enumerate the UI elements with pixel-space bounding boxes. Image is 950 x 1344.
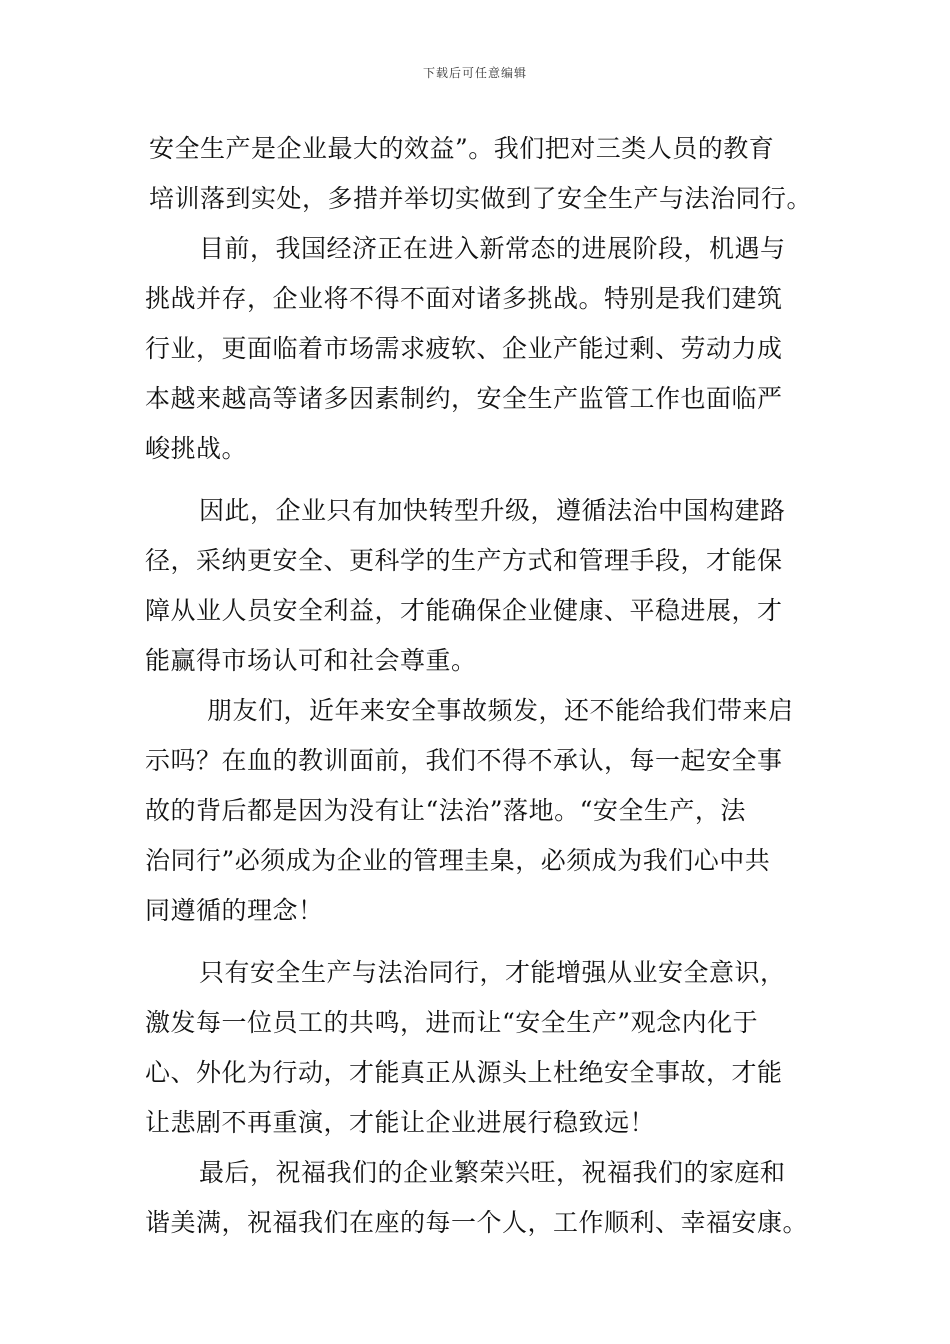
paragraph-line: 谐美满，祝福我们在座的每一个人，工作顺利、幸福安康。 (145, 1208, 809, 1237)
paragraph-line: 激发每一位员工的共鸣，进而让“安全生产”观念内化于 (145, 1008, 759, 1037)
paragraph-line: 峻挑战。 (145, 434, 248, 463)
paragraph-line: 培训落到实处，多措并举切实做到了安全生产与法治同行。 (149, 184, 813, 213)
paragraph-line: 行业，更面临着市场需求疲软、企业产能过剩、劳动力成 (145, 334, 783, 363)
paragraph-line: 障从业人员安全利益，才能确保企业健康、平稳进展，才 (145, 596, 783, 625)
paragraph-line: 治同行”必须成为企业的管理圭臬，必须成为我们心中共 (145, 846, 771, 875)
paragraph-line: 目前，我国经济正在进入新常态的进展阶段，机遇与 (199, 234, 786, 263)
paragraph-line: 心、外化为行动，才能真正从源头上杜绝安全事故，才能 (145, 1058, 783, 1087)
paragraph (145, 1148, 815, 1248)
page-header: 下载后可任意编辑 (422, 66, 527, 80)
paragraph-line: 朋友们，近年来安全事故频发，还不能给我们带来启 (207, 696, 794, 725)
paragraph (145, 948, 815, 1148)
paragraph-line: 因此，企业只有加快转型升级，遵循法治中国构建路 (199, 496, 786, 525)
paragraph-line: 安全生产是企业最大的效益”。我们把对三类人员的教育 (149, 134, 775, 163)
paragraph-line: 径，采纳更安全、更科学的生产方式和管理手段，才能保 (145, 546, 783, 575)
paragraph (145, 686, 815, 936)
paragraph (145, 224, 815, 474)
document-body (145, 124, 815, 1248)
paragraph-line: 故的背后都是因为没有让“法治”落地。“安全生产，法 (145, 796, 746, 825)
paragraph-line: 只有安全生产与法治同行，才能增强从业安全意识， (199, 958, 786, 987)
paragraph-line: 最后，祝福我们的企业繁荣兴旺，祝福我们的家庭和 (199, 1158, 786, 1187)
paragraph-line: 挑战并存，企业将不得不面对诸多挑战。特别是我们建筑 (145, 284, 783, 313)
paragraph (145, 486, 815, 686)
paragraph-line: 本越来越高等诸多因素制约，安全生产监管工作也面临严 (145, 384, 783, 413)
paragraph-line: 能赢得市场认可和社会尊重。 (145, 646, 477, 675)
paragraph-line: 让悲剧不再重演，才能让企业进展行稳致远！ (145, 1108, 656, 1137)
paragraph (145, 124, 815, 224)
paragraph-line: 示吗？在血的教训面前，我们不得不承认，每一起安全事 (145, 746, 783, 775)
paragraph-line: 同遵循的理念！ (145, 896, 324, 925)
